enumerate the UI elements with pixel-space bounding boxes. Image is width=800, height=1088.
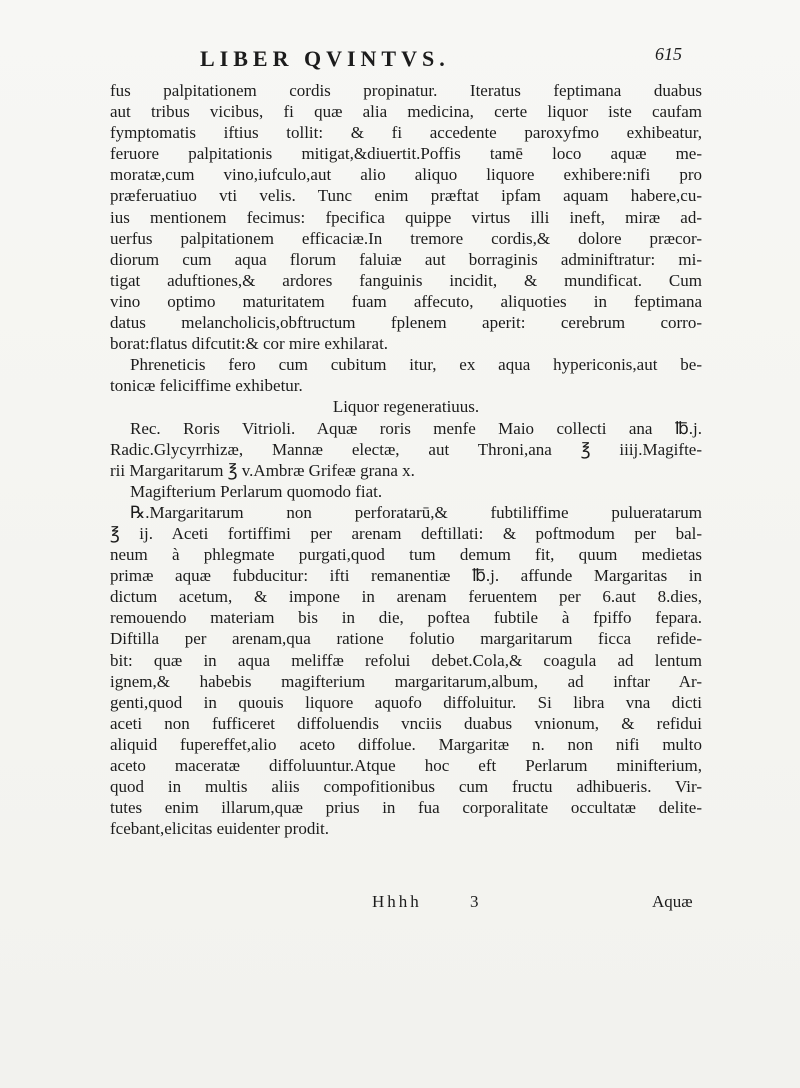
text-line: fcebant,elicitas euidenter prodit. [110,819,330,839]
text-line: fymptomatis iftius tollit: & fi accedente paroxyfmo exhibeatur, [110,123,702,143]
phrenetic-paragraph [110,354,702,396]
text-line: tigat aduftiones,& ardores fanguinis incidit, & mundificat. Cum [110,270,702,290]
page-footer [0,892,800,922]
text-line: uerfus palpitationem efficaciæ.In tremore cordis,& dolore præcor- [110,228,702,248]
text-line: rii Margaritarum ℥ v.Ambræ Grifeæ grana x. [110,460,415,480]
text-line: aliquid fupereffet,alio aceto diffolue. Margaritæ n. non nifi multo [110,734,702,754]
text-line: aceti non fufficeret diffoluendis vnciis duabus vnionum, & refidui [110,713,702,733]
text-line: præferuatiuo vti velis. Tunc enim præftat ipfam aquam habere,cu- [110,186,702,206]
text-line: bit: quæ in aqua meliffæ refolui debet.Cola,& coagula ad lentum [110,650,702,670]
subheading: Magifterium Perlarum quomodo fiat. [130,481,383,501]
text-line: moratæ,cum vino,iufculo,aut alio aliquo liquore exhibere:nifi pro [110,165,702,185]
recipe-paragraph [110,418,702,481]
text-line: ℥ ij. Aceti fortiffimi per arenam deftillati: & poftmodum per bal- [110,523,702,543]
text-line: genti,quod in quouis liquore aquofo diffoluitur. Si libra vna dicti [110,692,702,712]
magisterium-paragraph [110,481,702,840]
text-line: remouendo materiam bis in die, poftea fubtile à fpiffo fepara. [110,608,702,628]
running-head: LIBER QVINTVS. [200,46,450,71]
text-line: aceto maceratæ diffoluuntur.Atque hoc eft Perlarum minifterium, [110,756,702,775]
text-line: vino optimo maturitatem fuam affecuto, aliquoties in feptimana [110,291,702,311]
text-line: tutes enim illarum,quæ prius in fua corporalitate occultatæ delite- [110,798,702,818]
body-paragraph [110,80,702,354]
page-number: 615 [655,44,682,64]
text-line: dictum acetum, & impone in arenam feruentem per 6.aut 8.dies, [110,587,702,607]
text-line: quod in multis aliis compofitionibus cum fructu adhibueris. Vir- [110,777,702,797]
page-header [0,42,800,74]
text-line: ius mentionem fecimus: fpecifica quippe virtus illi ineft, miræ ad- [110,207,702,227]
text-line: aut tribus vicibus, fi quæ alia medicina, certe liquor iste caufam [110,102,702,122]
text-line: tonicæ feliciffime exhibetur. [110,376,303,396]
text-line: fus palpitationem cordis propinatur. Iteratus feptimana duabus [110,81,702,100]
text-line: diorum cum aqua florum faluiæ aut borraginis adminiftratur: mi- [110,249,702,269]
text-line: ℞.Margaritarum non perforatarū,& fubtiliffime pulueratarum [130,502,702,522]
signature-number: 3 [470,892,479,911]
text-line: Radic.Glycyrrhizæ, Mannæ electæ, aut Throni,ana ℥ iiij.Magifte- [110,439,702,459]
text-line: neum à phlegmate purgati,quod tum demum fit, quum medietas [110,545,702,565]
catchword: Aquæ [652,892,693,911]
text-line: borat:flatus difcutit:& cor mire exhilarat. [110,334,389,354]
text-block [110,80,702,839]
signature-mark: Hhhh [372,892,422,911]
text-line: Phreneticis fero cum cubitum itur, ex aqua hypericonis,aut be- [130,355,702,375]
text-line: Diftilla per arenam,qua ratione folutio margaritarum ficca refide- [110,629,702,649]
text-line: datus melancholicis,obftructum fplenem aperit: cerebrum corro- [110,313,702,333]
text-line: feruore palpitationis mitigat,&diuertit.Poffis tamē loco aquæ me- [110,144,702,164]
text-line: Rec. Roris Vitrioli. Aquæ roris menfe Maio collecti ana ℔.j. [130,418,702,438]
text-line: ignem,& habebis magifterium margaritarum,album, ad inftar Ar- [110,671,702,691]
section-title: Liquor regeneratiuus. [332,397,480,417]
text-line: primæ aquæ fubducitur: ifti remanentiæ ℔.j. affunde Margaritas in [110,566,702,586]
